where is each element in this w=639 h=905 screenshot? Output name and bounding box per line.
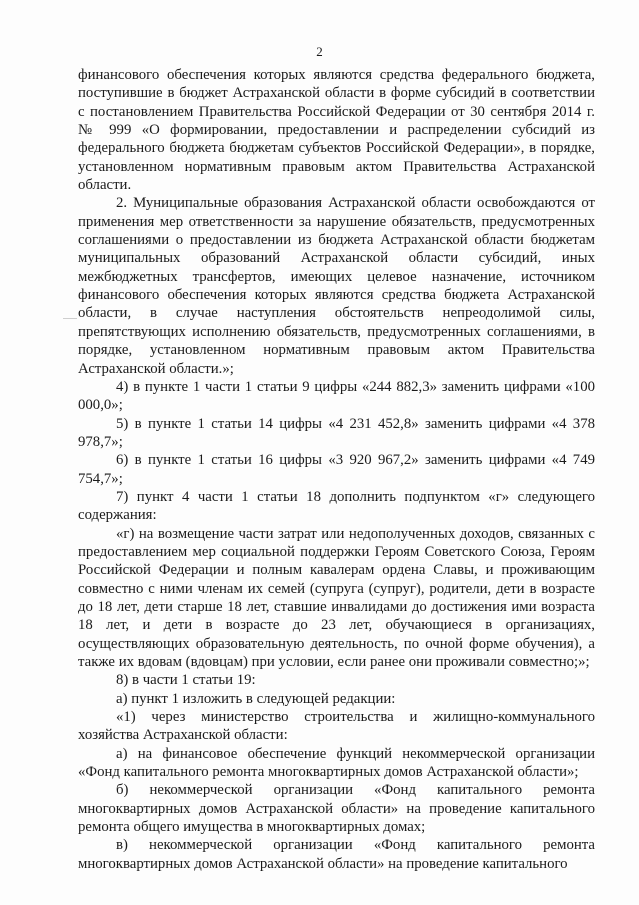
paragraph: 6) в пункте 1 статьи 16 цифры «3 920 967,2» заменить цифрами «4 749 754,7»;	[78, 452, 595, 487]
paragraph: 7) пункт 4 части 1 статьи 18 дополнить подпунктом «г» следующего содержания:	[78, 488, 595, 524]
page-number: 2	[316, 44, 323, 59]
paragraph: «1) через министерство строительства и жилищно-коммунального хозяйства Астраханской области:	[78, 709, 595, 744]
scan-artifact-line	[63, 318, 77, 319]
paragraph: а) на финансовое обеспечение функций некоммерческой организации «Фонд капитального ремонта многоквартирных домов Астраханской области»;	[78, 745, 595, 781]
paragraph: б) некоммерческой организации «Фонд капитального ремонта многоквартирных домов Астраханской области» на проведение капитального ремонта общего имущества в многоквартирных домах;	[78, 782, 595, 836]
paragraph: 2. Муниципальные образования Астраханской области освобождаются от применения мер ответственности за нарушение обязательств, предусмотренных соглашениями о предоставлении из бюджета Астраханской области бюджетам муниципальных образований Астраханской области субсидий, иных межбюджетных трансфертов, имеющих целевое назначение, источником финансового обеспечения которых являются средства бюджета Астраханской области, в случае наступления обстоятельств непреодолимой силы, препятствующих исполнению обязательств, предусмотренных соглашениями, в порядке, установленном нормативным правовым актом Правительства Астраханской области.»;	[78, 195, 595, 377]
paragraph: а) пункт 1 изложить в следующей редакции:	[116, 690, 396, 707]
paragraph: 5) в пункте 1 статьи 14 цифры «4 231 452,8» заменить цифрами «4 378 978,7»;	[78, 415, 595, 450]
paragraph: финансового обеспечения которых являются средства федерального бюджета, поступившие в бюджет Астраханской области в форме субсидий в соответствии с постановлением Правительства Российской Федерации от 30 сентября 2014 г. № 999 «О формировании, предоставлении и распределении субсидий из федерального бюджета бюджетам субъектов Российской Федерации», в порядке, установленном нормативным правовым актом Правительства Астраханской области.	[78, 67, 595, 194]
paragraph: 8) в части 1 статьи 19:	[116, 672, 256, 689]
paragraph: в) некоммерческой организации «Фонд капитального ремонта многоквартирных домов Астраханской области» на проведение капитального	[78, 837, 595, 872]
paragraph: 4) в пункте 1 части 1 статьи 9 цифры «244 882,3» заменить цифрами «100 000,0»;	[78, 378, 595, 414]
paragraph: «г) на возмещение части затрат или недополученных доходов, связанных с предоставлением мер социальной поддержки Героям Советского Союза, Героям Российской Федерации и полным кавалерам ордена Славы, и проживающим совместно с ними членам их семей (супруга (супруг), родители, дети в возрасте до 18 лет, дети старше 18 лет, ставшие инвалидами до достижения ими возраста 18 лет, и дети в возрасте до 23 лет, обучающиеся в организациях, осуществляющих образовательную деятельность, по очной форме обучения), а также их вдовам (вдовцам) при условии, если ранее они проживали совместно;»;	[78, 525, 595, 670]
document-body	[78, 66, 595, 873]
